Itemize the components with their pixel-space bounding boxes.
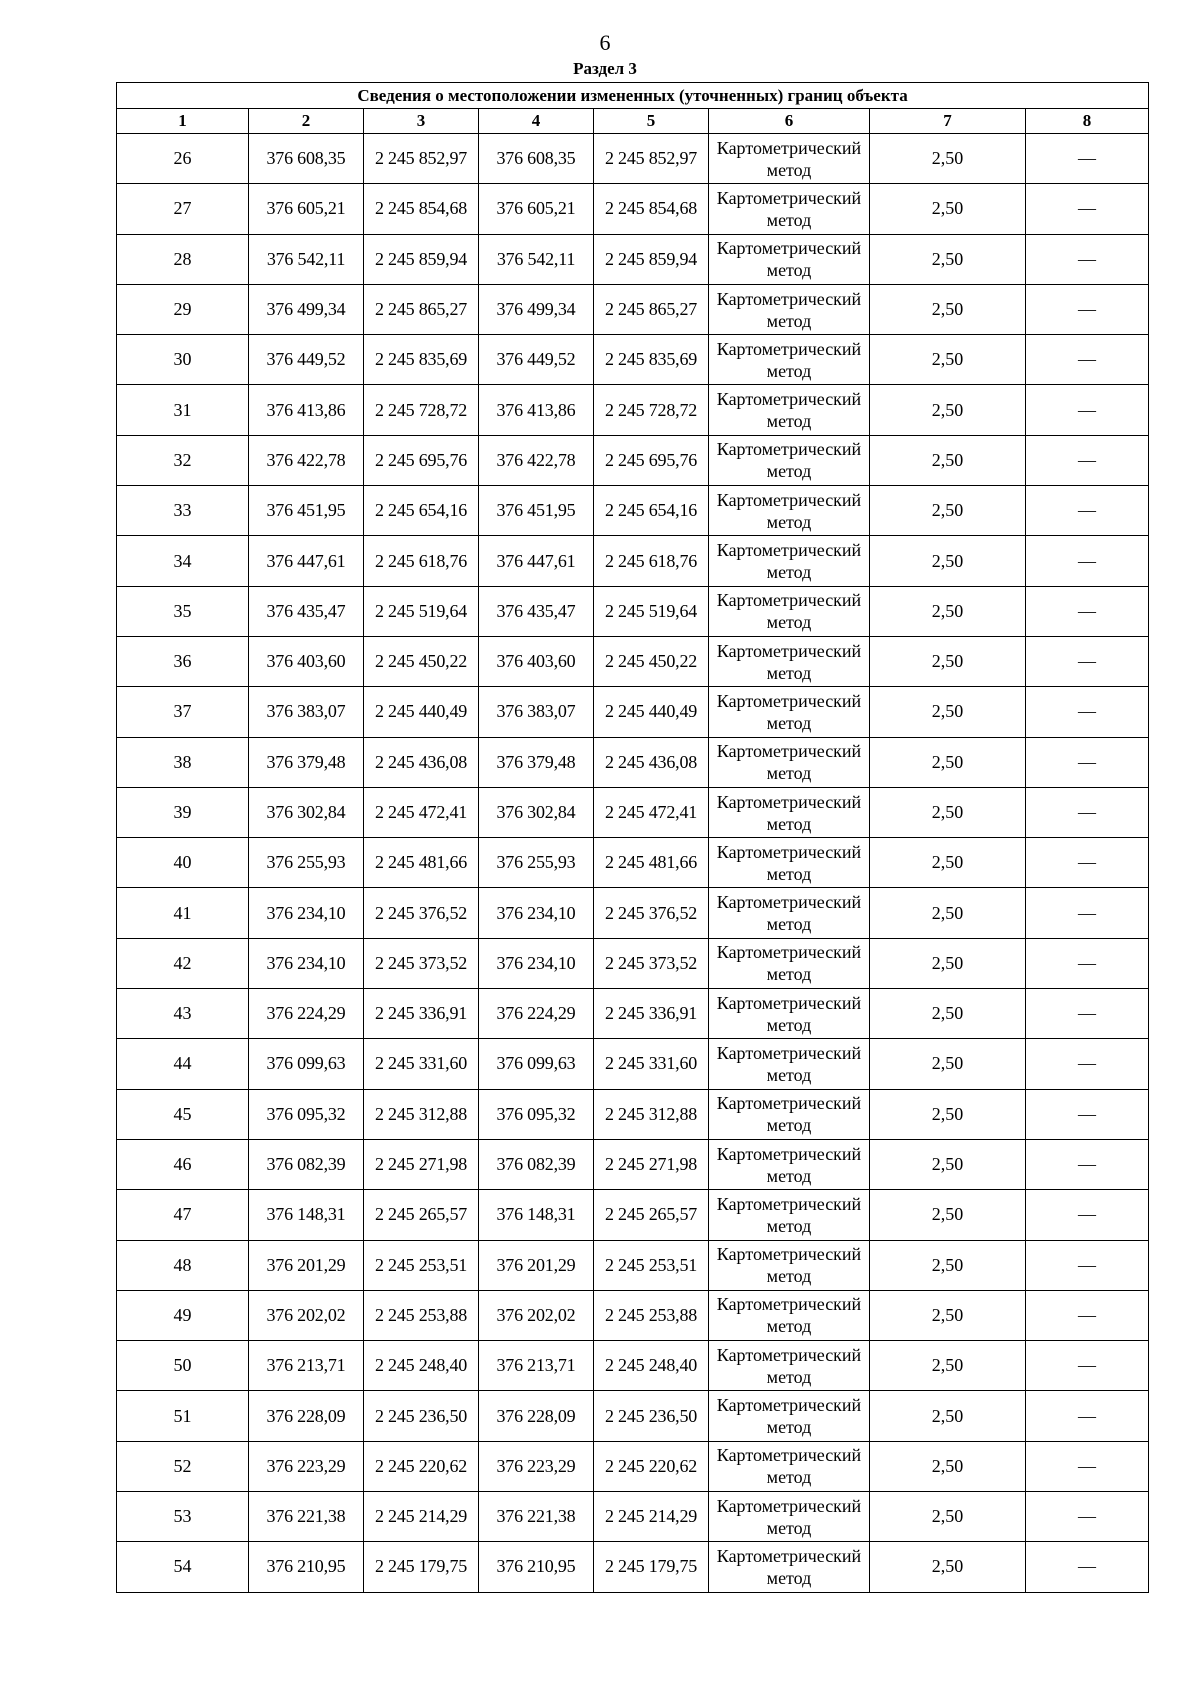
cell-old-y: 2 245 481,66 [364, 838, 479, 888]
cell-old-x: 376 451,95 [249, 486, 364, 536]
table-row [117, 636, 1149, 686]
cell-old-x: 376 422,78 [249, 435, 364, 485]
cell-description: — [1026, 1139, 1149, 1189]
cell-new-x: 376 451,95 [479, 486, 594, 536]
cell-accuracy: 2,50 [870, 1190, 1026, 1240]
cell-new-x: 376 542,11 [479, 234, 594, 284]
cell-new-x: 376 228,09 [479, 1391, 594, 1441]
cell-point-number: 51 [117, 1391, 249, 1441]
cell-accuracy: 2,50 [870, 1341, 1026, 1391]
cell-old-y: 2 245 312,88 [364, 1089, 479, 1139]
table-row [117, 486, 1149, 536]
cell-point-number: 46 [117, 1139, 249, 1189]
cell-point-number: 53 [117, 1492, 249, 1542]
cell-new-x: 376 224,29 [479, 989, 594, 1039]
cell-method: Картометрический метод [709, 787, 870, 837]
cell-new-x: 376 202,02 [479, 1290, 594, 1340]
cell-point-number: 49 [117, 1290, 249, 1340]
table-row [117, 1089, 1149, 1139]
cell-old-y: 2 245 236,50 [364, 1391, 479, 1441]
cell-accuracy: 2,50 [870, 888, 1026, 938]
cell-method: Картометрический метод [709, 1391, 870, 1441]
cell-point-number: 26 [117, 134, 249, 184]
cell-old-x: 376 202,02 [249, 1290, 364, 1340]
cell-point-number: 36 [117, 636, 249, 686]
cell-new-y: 2 245 265,57 [594, 1190, 709, 1240]
cell-new-x: 376 234,10 [479, 888, 594, 938]
cell-accuracy: 2,50 [870, 1089, 1026, 1139]
column-header-7: 7 [870, 109, 1026, 134]
cell-old-y: 2 245 253,51 [364, 1240, 479, 1290]
cell-old-x: 376 234,10 [249, 888, 364, 938]
cell-description: — [1026, 737, 1149, 787]
cell-accuracy: 2,50 [870, 1290, 1026, 1340]
cell-description: — [1026, 284, 1149, 334]
table-row [117, 1341, 1149, 1391]
table-caption-row [117, 83, 1149, 109]
boundary-coordinates-table [116, 82, 1149, 1593]
cell-new-x: 376 379,48 [479, 737, 594, 787]
cell-old-x: 376 605,21 [249, 184, 364, 234]
cell-new-x: 376 099,63 [479, 1039, 594, 1089]
cell-new-x: 376 403,60 [479, 636, 594, 686]
cell-new-x: 376 210,95 [479, 1542, 594, 1592]
cell-new-x: 376 223,29 [479, 1441, 594, 1491]
cell-old-y: 2 245 835,69 [364, 335, 479, 385]
cell-new-y: 2 245 440,49 [594, 687, 709, 737]
column-header-8: 8 [1026, 109, 1149, 134]
cell-description: — [1026, 536, 1149, 586]
table-caption: Сведения о местоположении измененных (уточненных) границ объекта [117, 83, 1149, 109]
section-title: Раздел 3 [573, 59, 637, 78]
cell-point-number: 48 [117, 1240, 249, 1290]
cell-old-y: 2 245 373,52 [364, 938, 479, 988]
cell-new-y: 2 245 271,98 [594, 1139, 709, 1189]
cell-new-y: 2 245 179,75 [594, 1542, 709, 1592]
cell-new-x: 376 255,93 [479, 838, 594, 888]
cell-accuracy: 2,50 [870, 1492, 1026, 1542]
cell-point-number: 35 [117, 586, 249, 636]
table-row [117, 787, 1149, 837]
cell-point-number: 37 [117, 687, 249, 737]
cell-accuracy: 2,50 [870, 687, 1026, 737]
cell-point-number: 38 [117, 737, 249, 787]
cell-point-number: 44 [117, 1039, 249, 1089]
cell-old-x: 376 447,61 [249, 536, 364, 586]
table-row [117, 284, 1149, 334]
column-header-6: 6 [709, 109, 870, 134]
cell-description: — [1026, 888, 1149, 938]
cell-new-x: 376 413,86 [479, 385, 594, 435]
cell-method: Картометрический метод [709, 184, 870, 234]
cell-new-y: 2 245 859,94 [594, 234, 709, 284]
cell-description: — [1026, 335, 1149, 385]
cell-method: Картометрический метод [709, 1290, 870, 1340]
cell-old-y: 2 245 179,75 [364, 1542, 479, 1592]
cell-old-x: 376 234,10 [249, 938, 364, 988]
cell-old-y: 2 245 859,94 [364, 234, 479, 284]
table-row [117, 586, 1149, 636]
cell-method: Картометрический метод [709, 435, 870, 485]
cell-old-x: 376 210,95 [249, 1542, 364, 1592]
cell-old-y: 2 245 440,49 [364, 687, 479, 737]
cell-method: Картометрический метод [709, 1089, 870, 1139]
cell-old-y: 2 245 265,57 [364, 1190, 479, 1240]
cell-accuracy: 2,50 [870, 787, 1026, 837]
cell-point-number: 54 [117, 1542, 249, 1592]
cell-new-x: 376 148,31 [479, 1190, 594, 1240]
cell-old-y: 2 245 376,52 [364, 888, 479, 938]
cell-new-x: 376 383,07 [479, 687, 594, 737]
cell-description: — [1026, 1190, 1149, 1240]
cell-point-number: 42 [117, 938, 249, 988]
cell-old-y: 2 245 436,08 [364, 737, 479, 787]
cell-method: Картометрический метод [709, 1542, 870, 1592]
cell-old-y: 2 245 695,76 [364, 435, 479, 485]
cell-method: Картометрический метод [709, 385, 870, 435]
cell-accuracy: 2,50 [870, 234, 1026, 284]
cell-old-x: 376 221,38 [249, 1492, 364, 1542]
cell-description: — [1026, 134, 1149, 184]
cell-accuracy: 2,50 [870, 435, 1026, 485]
cell-new-x: 376 213,71 [479, 1341, 594, 1391]
cell-old-y: 2 245 618,76 [364, 536, 479, 586]
cell-point-number: 52 [117, 1441, 249, 1491]
cell-point-number: 40 [117, 838, 249, 888]
column-header-5: 5 [594, 109, 709, 134]
cell-description: — [1026, 1039, 1149, 1089]
cell-old-x: 376 403,60 [249, 636, 364, 686]
cell-accuracy: 2,50 [870, 1240, 1026, 1290]
cell-description: — [1026, 1240, 1149, 1290]
cell-description: — [1026, 1290, 1149, 1340]
cell-accuracy: 2,50 [870, 938, 1026, 988]
cell-new-y: 2 245 312,88 [594, 1089, 709, 1139]
cell-method: Картометрический метод [709, 134, 870, 184]
cell-method: Картометрический метод [709, 335, 870, 385]
cell-new-x: 376 605,21 [479, 184, 594, 234]
cell-description: — [1026, 234, 1149, 284]
cell-description: — [1026, 486, 1149, 536]
cell-new-y: 2 245 436,08 [594, 737, 709, 787]
table-row [117, 435, 1149, 485]
column-header-3: 3 [364, 109, 479, 134]
cell-old-x: 376 435,47 [249, 586, 364, 636]
cell-new-y: 2 245 248,40 [594, 1341, 709, 1391]
cell-old-y: 2 245 271,98 [364, 1139, 479, 1189]
cell-old-y: 2 245 854,68 [364, 184, 479, 234]
cell-new-y: 2 245 253,51 [594, 1240, 709, 1290]
table-row [117, 1039, 1149, 1089]
cell-old-x: 376 413,86 [249, 385, 364, 435]
cell-new-y: 2 245 376,52 [594, 888, 709, 938]
cell-accuracy: 2,50 [870, 284, 1026, 334]
cell-old-y: 2 245 220,62 [364, 1441, 479, 1491]
cell-accuracy: 2,50 [870, 486, 1026, 536]
cell-point-number: 41 [117, 888, 249, 938]
cell-point-number: 27 [117, 184, 249, 234]
table-row [117, 687, 1149, 737]
cell-new-y: 2 245 654,16 [594, 486, 709, 536]
cell-point-number: 30 [117, 335, 249, 385]
cell-old-x: 376 213,71 [249, 1341, 364, 1391]
cell-point-number: 31 [117, 385, 249, 435]
cell-method: Картометрический метод [709, 737, 870, 787]
cell-new-y: 2 245 854,68 [594, 184, 709, 234]
cell-description: — [1026, 838, 1149, 888]
cell-new-y: 2 245 618,76 [594, 536, 709, 586]
cell-new-y: 2 245 481,66 [594, 838, 709, 888]
cell-new-x: 376 422,78 [479, 435, 594, 485]
cell-old-y: 2 245 865,27 [364, 284, 479, 334]
table-row [117, 536, 1149, 586]
cell-description: — [1026, 938, 1149, 988]
cell-old-y: 2 245 253,88 [364, 1290, 479, 1340]
cell-method: Картометрический метод [709, 636, 870, 686]
table-row [117, 335, 1149, 385]
cell-point-number: 50 [117, 1341, 249, 1391]
cell-description: — [1026, 1391, 1149, 1441]
cell-old-x: 376 201,29 [249, 1240, 364, 1290]
cell-new-y: 2 245 450,22 [594, 636, 709, 686]
cell-accuracy: 2,50 [870, 184, 1026, 234]
cell-new-x: 376 201,29 [479, 1240, 594, 1290]
cell-point-number: 45 [117, 1089, 249, 1139]
cell-new-y: 2 245 865,27 [594, 284, 709, 334]
table-row [117, 234, 1149, 284]
cell-description: — [1026, 787, 1149, 837]
cell-method: Картометрический метод [709, 1139, 870, 1189]
cell-method: Картометрический метод [709, 284, 870, 334]
cell-accuracy: 2,50 [870, 1039, 1026, 1089]
table-row [117, 1542, 1149, 1592]
cell-accuracy: 2,50 [870, 636, 1026, 686]
cell-method: Картометрический метод [709, 1492, 870, 1542]
cell-new-x: 376 608,35 [479, 134, 594, 184]
cell-accuracy: 2,50 [870, 737, 1026, 787]
cell-new-x: 376 095,32 [479, 1089, 594, 1139]
cell-point-number: 39 [117, 787, 249, 837]
cell-description: — [1026, 687, 1149, 737]
cell-accuracy: 2,50 [870, 134, 1026, 184]
table-row [117, 134, 1149, 184]
cell-point-number: 47 [117, 1190, 249, 1240]
cell-method: Картометрический метод [709, 989, 870, 1039]
cell-accuracy: 2,50 [870, 989, 1026, 1039]
table-row [117, 1441, 1149, 1491]
cell-description: — [1026, 586, 1149, 636]
table-row [117, 1391, 1149, 1441]
table-row [117, 1492, 1149, 1542]
cell-new-y: 2 245 236,50 [594, 1391, 709, 1441]
cell-old-x: 376 223,29 [249, 1441, 364, 1491]
cell-old-y: 2 245 214,29 [364, 1492, 479, 1542]
cell-accuracy: 2,50 [870, 1391, 1026, 1441]
column-header-1: 1 [117, 109, 249, 134]
cell-new-y: 2 245 373,52 [594, 938, 709, 988]
cell-old-y: 2 245 654,16 [364, 486, 479, 536]
cell-old-x: 376 379,48 [249, 737, 364, 787]
cell-description: — [1026, 1542, 1149, 1592]
cell-point-number: 32 [117, 435, 249, 485]
page-number: 6 [599, 30, 611, 55]
cell-new-y: 2 245 695,76 [594, 435, 709, 485]
cell-point-number: 33 [117, 486, 249, 536]
cell-method: Картометрический метод [709, 486, 870, 536]
cell-accuracy: 2,50 [870, 586, 1026, 636]
cell-old-x: 376 228,09 [249, 1391, 364, 1441]
cell-new-x: 376 499,34 [479, 284, 594, 334]
cell-description: — [1026, 1089, 1149, 1139]
table-row [117, 184, 1149, 234]
cell-method: Картометрический метод [709, 1240, 870, 1290]
cell-old-x: 376 383,07 [249, 687, 364, 737]
cell-old-y: 2 245 331,60 [364, 1039, 479, 1089]
cell-new-x: 376 082,39 [479, 1139, 594, 1189]
cell-new-y: 2 245 336,91 [594, 989, 709, 1039]
cell-old-x: 376 608,35 [249, 134, 364, 184]
cell-new-y: 2 245 519,64 [594, 586, 709, 636]
cell-old-x: 376 255,93 [249, 838, 364, 888]
cell-old-x: 376 302,84 [249, 787, 364, 837]
cell-new-y: 2 245 852,97 [594, 134, 709, 184]
cell-method: Картометрический метод [709, 1441, 870, 1491]
cell-description: — [1026, 1441, 1149, 1491]
cell-accuracy: 2,50 [870, 838, 1026, 888]
cell-description: — [1026, 989, 1149, 1039]
cell-point-number: 34 [117, 536, 249, 586]
cell-old-x: 376 095,32 [249, 1089, 364, 1139]
cell-description: — [1026, 184, 1149, 234]
table-row [117, 1190, 1149, 1240]
cell-new-y: 2 245 214,29 [594, 1492, 709, 1542]
table-row [117, 737, 1149, 787]
table-row [117, 385, 1149, 435]
cell-description: — [1026, 636, 1149, 686]
cell-old-x: 376 542,11 [249, 234, 364, 284]
cell-method: Картометрический метод [709, 1190, 870, 1240]
cell-accuracy: 2,50 [870, 1139, 1026, 1189]
cell-new-x: 376 234,10 [479, 938, 594, 988]
cell-old-x: 376 224,29 [249, 989, 364, 1039]
cell-description: — [1026, 435, 1149, 485]
cell-old-x: 376 499,34 [249, 284, 364, 334]
table-row [117, 1240, 1149, 1290]
table-body [117, 134, 1149, 1593]
table-row [117, 888, 1149, 938]
cell-accuracy: 2,50 [870, 1441, 1026, 1491]
cell-method: Картометрический метод [709, 586, 870, 636]
cell-old-y: 2 245 728,72 [364, 385, 479, 435]
cell-new-y: 2 245 331,60 [594, 1039, 709, 1089]
cell-method: Картометрический метод [709, 838, 870, 888]
cell-new-x: 376 449,52 [479, 335, 594, 385]
cell-new-x: 376 302,84 [479, 787, 594, 837]
cell-description: — [1026, 1492, 1149, 1542]
cell-new-x: 376 447,61 [479, 536, 594, 586]
cell-new-y: 2 245 472,41 [594, 787, 709, 837]
cell-old-x: 376 082,39 [249, 1139, 364, 1189]
cell-old-y: 2 245 450,22 [364, 636, 479, 686]
cell-old-x: 376 449,52 [249, 335, 364, 385]
cell-new-y: 2 245 728,72 [594, 385, 709, 435]
cell-accuracy: 2,50 [870, 1542, 1026, 1592]
cell-old-y: 2 245 248,40 [364, 1341, 479, 1391]
cell-new-x: 376 435,47 [479, 586, 594, 636]
cell-new-y: 2 245 253,88 [594, 1290, 709, 1340]
cell-point-number: 29 [117, 284, 249, 334]
cell-old-y: 2 245 852,97 [364, 134, 479, 184]
cell-accuracy: 2,50 [870, 335, 1026, 385]
cell-old-y: 2 245 336,91 [364, 989, 479, 1039]
column-header-4: 4 [479, 109, 594, 134]
cell-new-y: 2 245 220,62 [594, 1441, 709, 1491]
table-row [117, 938, 1149, 988]
table-row [117, 1139, 1149, 1189]
table-row [117, 1290, 1149, 1340]
table-row [117, 838, 1149, 888]
cell-method: Картометрический метод [709, 1039, 870, 1089]
cell-method: Картометрический метод [709, 938, 870, 988]
cell-old-x: 376 148,31 [249, 1190, 364, 1240]
cell-point-number: 43 [117, 989, 249, 1039]
cell-method: Картометрический метод [709, 234, 870, 284]
cell-accuracy: 2,50 [870, 536, 1026, 586]
cell-description: — [1026, 385, 1149, 435]
column-header-2: 2 [249, 109, 364, 134]
cell-old-x: 376 099,63 [249, 1039, 364, 1089]
cell-new-x: 376 221,38 [479, 1492, 594, 1542]
cell-new-y: 2 245 835,69 [594, 335, 709, 385]
cell-old-y: 2 245 519,64 [364, 586, 479, 636]
cell-method: Картометрический метод [709, 536, 870, 586]
cell-method: Картометрический метод [709, 888, 870, 938]
cell-method: Картометрический метод [709, 1341, 870, 1391]
cell-accuracy: 2,50 [870, 385, 1026, 435]
cell-method: Картометрический метод [709, 687, 870, 737]
cell-description: — [1026, 1341, 1149, 1391]
cell-old-y: 2 245 472,41 [364, 787, 479, 837]
cell-point-number: 28 [117, 234, 249, 284]
table-row [117, 989, 1149, 1039]
table-header-row [117, 109, 1149, 134]
